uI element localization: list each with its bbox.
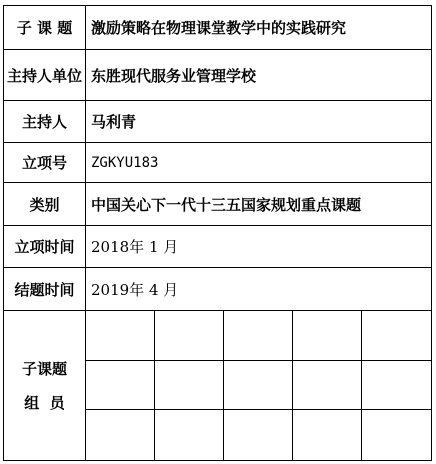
member-cell[interactable] [224, 311, 293, 361]
member-cell[interactable] [224, 361, 293, 411]
member-cell[interactable] [293, 410, 362, 460]
member-cell[interactable] [362, 410, 431, 460]
row-project-number [4, 143, 431, 183]
value-start-date: 2018年 1 月 [91, 238, 179, 256]
member-cell[interactable] [224, 410, 293, 460]
value-end-date: 2019年 4 月 [91, 280, 179, 299]
row-host-person [4, 101, 431, 143]
value-subproject-title: 激励策略在物理课堂教学中的实践研究 [91, 19, 347, 37]
row-members [4, 311, 431, 460]
row-end-date [4, 268, 431, 311]
label-start-date: 立项时间 [4, 226, 86, 267]
member-cell[interactable] [86, 311, 155, 361]
label-project-number: 立项号 [4, 143, 86, 182]
project-info-form [3, 5, 432, 461]
member-cell[interactable] [293, 311, 362, 361]
label-members-line2: 组 员 [24, 393, 65, 412]
label-members-line1: 子课题 [21, 359, 67, 378]
member-cell[interactable] [155, 361, 224, 411]
label-host-unit: 主持人单位 [4, 50, 86, 100]
member-cell[interactable] [86, 361, 155, 411]
member-cell[interactable] [293, 361, 362, 411]
value-host-person: 马利青 [91, 113, 137, 131]
label-host-person: 主持人 [4, 101, 86, 142]
value-project-number: ZGKYU183 [91, 154, 159, 171]
row-host-unit [4, 50, 431, 101]
member-cell[interactable] [155, 410, 224, 460]
member-cell[interactable] [86, 410, 155, 460]
label-category: 类别 [4, 183, 86, 225]
value-category: 中国关心下一代十三五国家规划重点课题 [91, 195, 362, 214]
label-subproject-title: 子 课 题 [4, 6, 86, 49]
row-category [4, 183, 431, 226]
row-start-date [4, 226, 431, 268]
member-cell[interactable] [155, 311, 224, 361]
label-members [4, 311, 86, 460]
members-grid [86, 311, 431, 460]
label-end-date: 结题时间 [4, 268, 86, 310]
row-subproject-title [4, 6, 431, 50]
member-cell[interactable] [362, 311, 431, 361]
member-cell[interactable] [362, 361, 431, 411]
value-host-unit: 东胜现代服务业管理学校 [91, 66, 257, 85]
